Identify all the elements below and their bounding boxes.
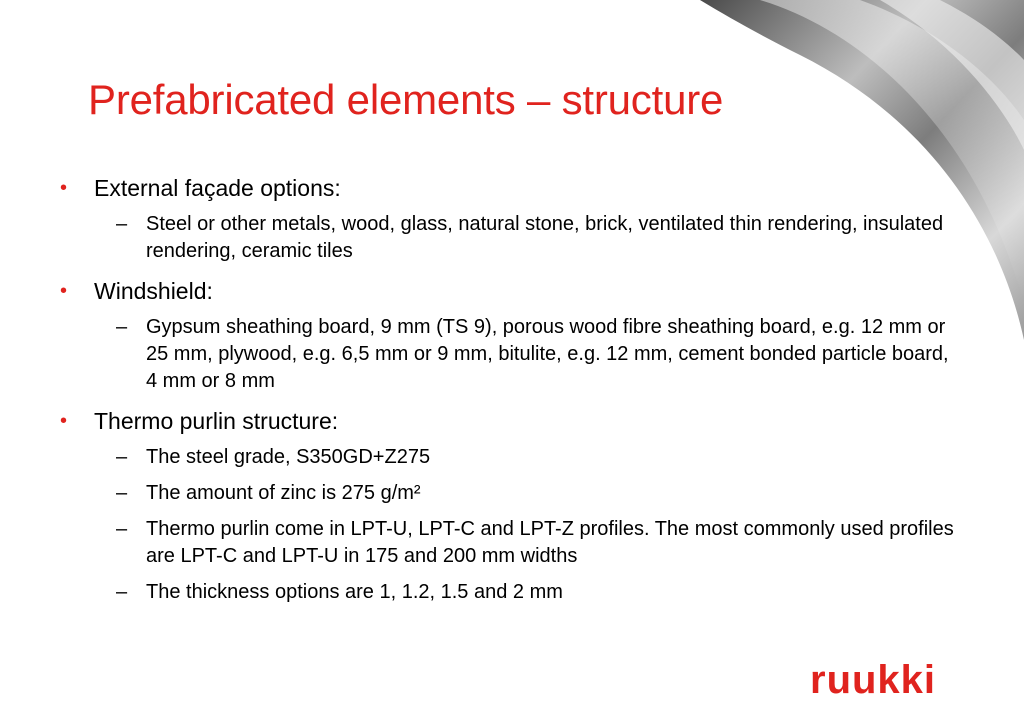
sub-bullet-text: The steel grade, S350GD+Z275: [146, 446, 431, 468]
sub-bullet-text: The thickness options are 1, 1.2, 1.5 and 2 mm: [146, 581, 563, 603]
sub-bullet-item: [60, 516, 960, 570]
dash-marker: –: [116, 482, 128, 504]
sub-bullet-item: [60, 480, 960, 507]
sub-bullet-text: Steel or other metals, wood, glass, natural stone, brick, ventilated thin rendering, insulated rendering, ceramic tiles: [146, 213, 944, 262]
bullet-text: Thermo purlin structure:: [94, 408, 339, 434]
slide-title: Prefabricated elements – structure: [88, 76, 724, 123]
bullet-text: External façade options:: [94, 175, 341, 201]
sub-bullet-text: Thermo purlin come in LPT-U, LPT-C and LPT-Z profiles. The most commonly used profiles are LPT-C and LPT-U in 175 and 200 mm widths: [146, 518, 954, 567]
bullet-item: [60, 174, 960, 202]
bullet-item: [60, 407, 960, 435]
dash-marker: –: [116, 316, 128, 338]
bullet-dot-icon: •: [60, 410, 68, 432]
sub-bullet-item: [60, 211, 960, 265]
bullet-item: [60, 277, 960, 305]
sub-bullet-item: [60, 579, 960, 606]
sub-bullet-text: The amount of zinc is 275 g/m²: [146, 482, 421, 504]
sub-bullet-text: Gypsum sheathing board, 9 mm (TS 9), porous wood fibre sheathing board, e.g. 12 mm or 25 mm, plywood, e.g. 6,5 mm or 9 mm, bitulite, e.g. 12 mm, cement bonded particle board, 4 mm or 8 mm: [146, 316, 949, 392]
bullet-dot-icon: •: [60, 177, 68, 199]
bullet-text: Windshield:: [94, 278, 213, 304]
dash-marker: –: [116, 581, 128, 603]
ruukki-logo: [810, 660, 980, 700]
sub-bullet-item: [60, 314, 960, 395]
sub-bullet-item: [60, 444, 960, 471]
dash-marker: –: [116, 518, 128, 540]
bullet-list: [60, 174, 960, 606]
dash-marker: –: [116, 446, 128, 468]
dash-marker: –: [116, 213, 128, 235]
logo-wordmark: ruukki: [810, 660, 937, 700]
bullet-dot-icon: •: [60, 280, 68, 302]
